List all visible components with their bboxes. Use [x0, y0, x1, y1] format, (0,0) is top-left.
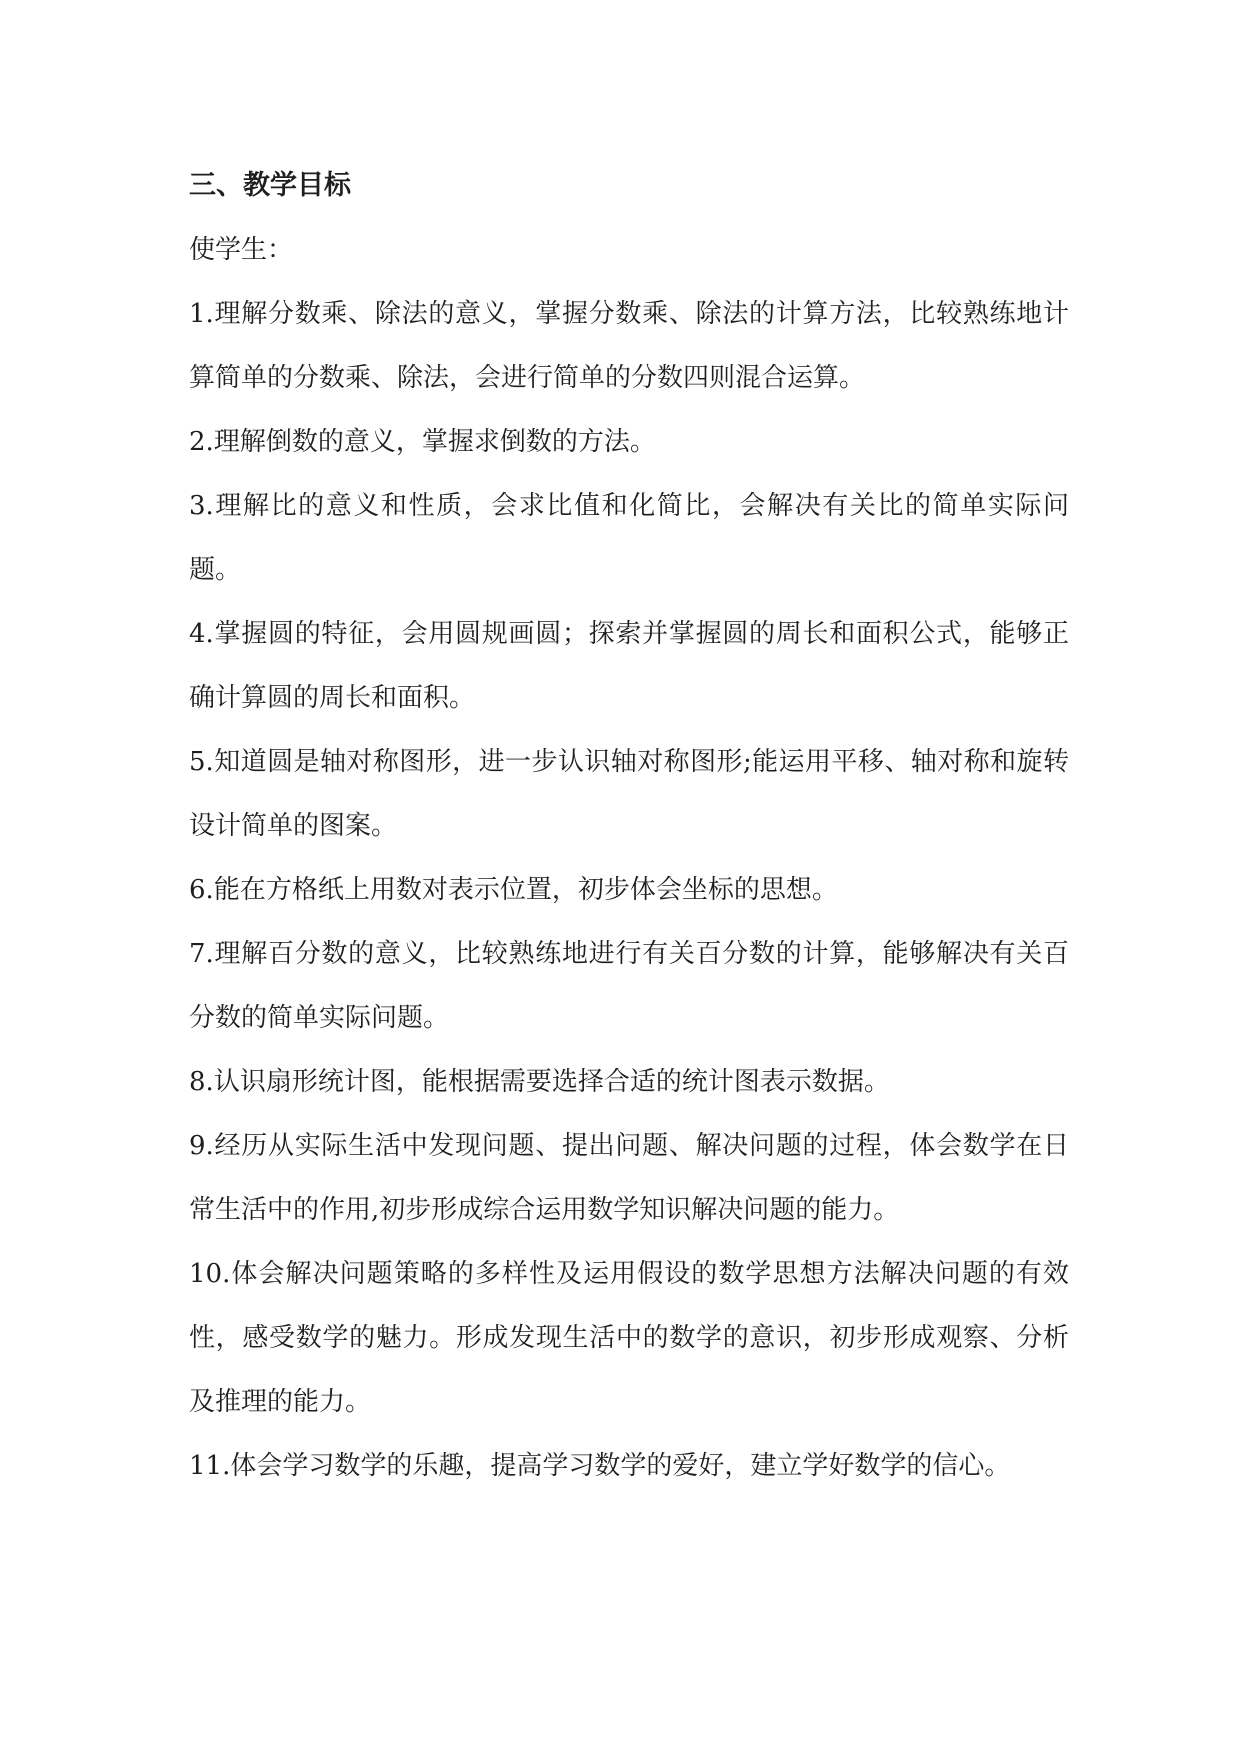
- objective-text: 体会解决问题策略的多样性及运用假设的数学思想方法解决问题的有效性，感受数学的魅力。形成发现生活中的数学的意识，初步形成观察、分析及推理的能力。: [189, 1259, 1069, 1417]
- objective-item: [189, 410, 1069, 474]
- objectives-list: [189, 282, 1069, 1498]
- objective-text: 掌握圆的特征，会用圆规画圆；探索并掌握圆的周长和面积公式，能够正确计算圆的周长和面积。: [189, 619, 1069, 713]
- objective-text: 理解比的意义和性质，会求比值和化简比，会解决有关比的简单实际问题。: [189, 491, 1069, 585]
- objective-item: [189, 602, 1069, 730]
- objective-text: 理解倒数的意义，掌握求倒数的方法。: [213, 427, 656, 457]
- objective-text: 理解百分数的意义，比较熟练地进行有关百分数的计算，能够解决有关百分数的简单实际问题。: [189, 939, 1069, 1033]
- objective-item: [189, 1114, 1069, 1242]
- objective-number: 1.: [189, 299, 214, 329]
- objective-number: 7.: [189, 939, 214, 969]
- document-body: [189, 154, 1069, 1498]
- objective-item: [189, 858, 1069, 922]
- objective-number: 3.: [189, 491, 214, 521]
- objective-number: 6.: [189, 875, 214, 905]
- objective-item: [189, 1242, 1069, 1434]
- objective-number: 5.: [189, 747, 214, 777]
- objective-text: 能在方格纸上用数对表示位置，初步体会坐标的思想。: [213, 875, 838, 905]
- objective-item: [189, 282, 1069, 410]
- objective-number: 4.: [189, 619, 214, 649]
- objective-text: 知道圆是轴对称图形，进一步认识轴对称图形;能运用平移、轴对称和旋转设计简单的图案。: [189, 747, 1069, 841]
- section-heading: 三、教学目标: [189, 170, 351, 201]
- objective-item: [189, 474, 1069, 602]
- objective-number: 2.: [189, 427, 214, 457]
- objective-number: 9.: [189, 1131, 214, 1161]
- objective-text: 理解分数乘、除法的意义，掌握分数乘、除法的计算方法，比较熟练地计算简单的分数乘、除法，会进行简单的分数四则混合运算。: [189, 299, 1069, 393]
- objective-item: [189, 730, 1069, 858]
- objective-text: 经历从实际生活中发现问题、提出问题、解决问题的过程，体会数学在日常生活中的作用,初步形成综合运用数学知识解决问题的能力。: [189, 1131, 1069, 1225]
- objective-text: 体会学习数学的乐趣，提高学习数学的爱好，建立学好数学的信心。: [230, 1451, 1011, 1481]
- objective-text: 认识扇形统计图，能根据需要选择合适的统计图表示数据。: [213, 1067, 890, 1097]
- objective-item: [189, 922, 1069, 1050]
- objective-number: 10.: [189, 1259, 231, 1289]
- objective-item: [189, 1050, 1069, 1114]
- objective-number: 11.: [189, 1451, 231, 1481]
- intro-text: 使学生：: [189, 235, 294, 265]
- objective-item: [189, 1434, 1069, 1498]
- objective-number: 8.: [189, 1067, 214, 1097]
